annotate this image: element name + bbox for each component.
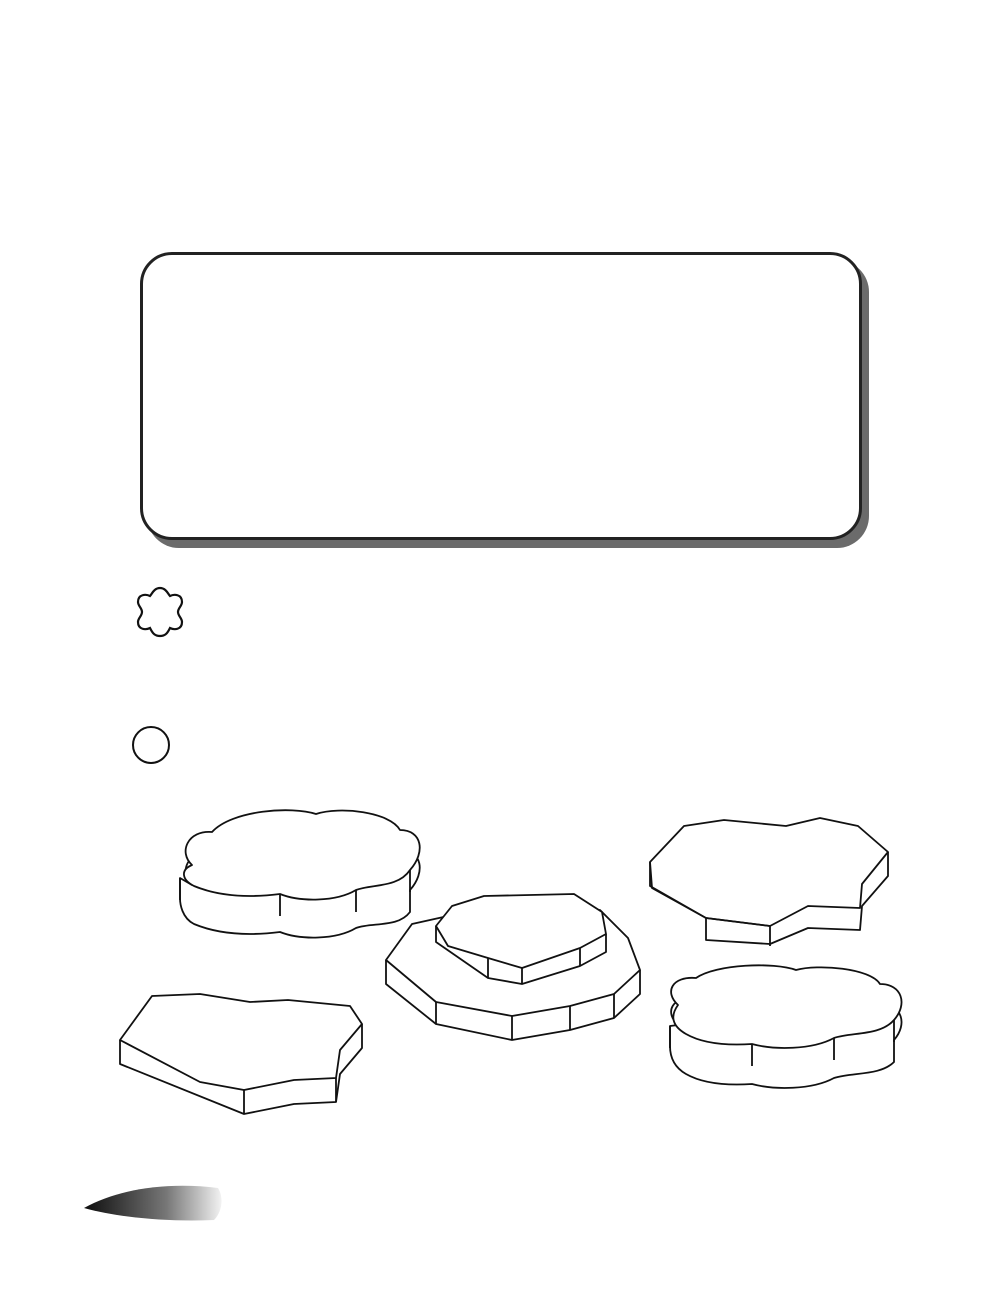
ice-floe-cloud-1 — [180, 810, 420, 937]
ice-floe-polygon-1 — [650, 818, 888, 946]
bottom-leaf-border — [0, 1178, 1000, 1228]
top-leaf-border — [0, 72, 1000, 112]
ice-floe-stacked — [386, 894, 640, 1040]
ice-floe-polygon-2 — [120, 994, 362, 1114]
ice-floes-illustration — [0, 800, 1000, 1170]
ice-floe-cloud-2 — [670, 965, 902, 1088]
intro-text-box — [140, 252, 862, 540]
page-corner-leaf-icon — [84, 1186, 221, 1221]
task-number — [130, 582, 190, 642]
subtask-label — [132, 726, 170, 764]
